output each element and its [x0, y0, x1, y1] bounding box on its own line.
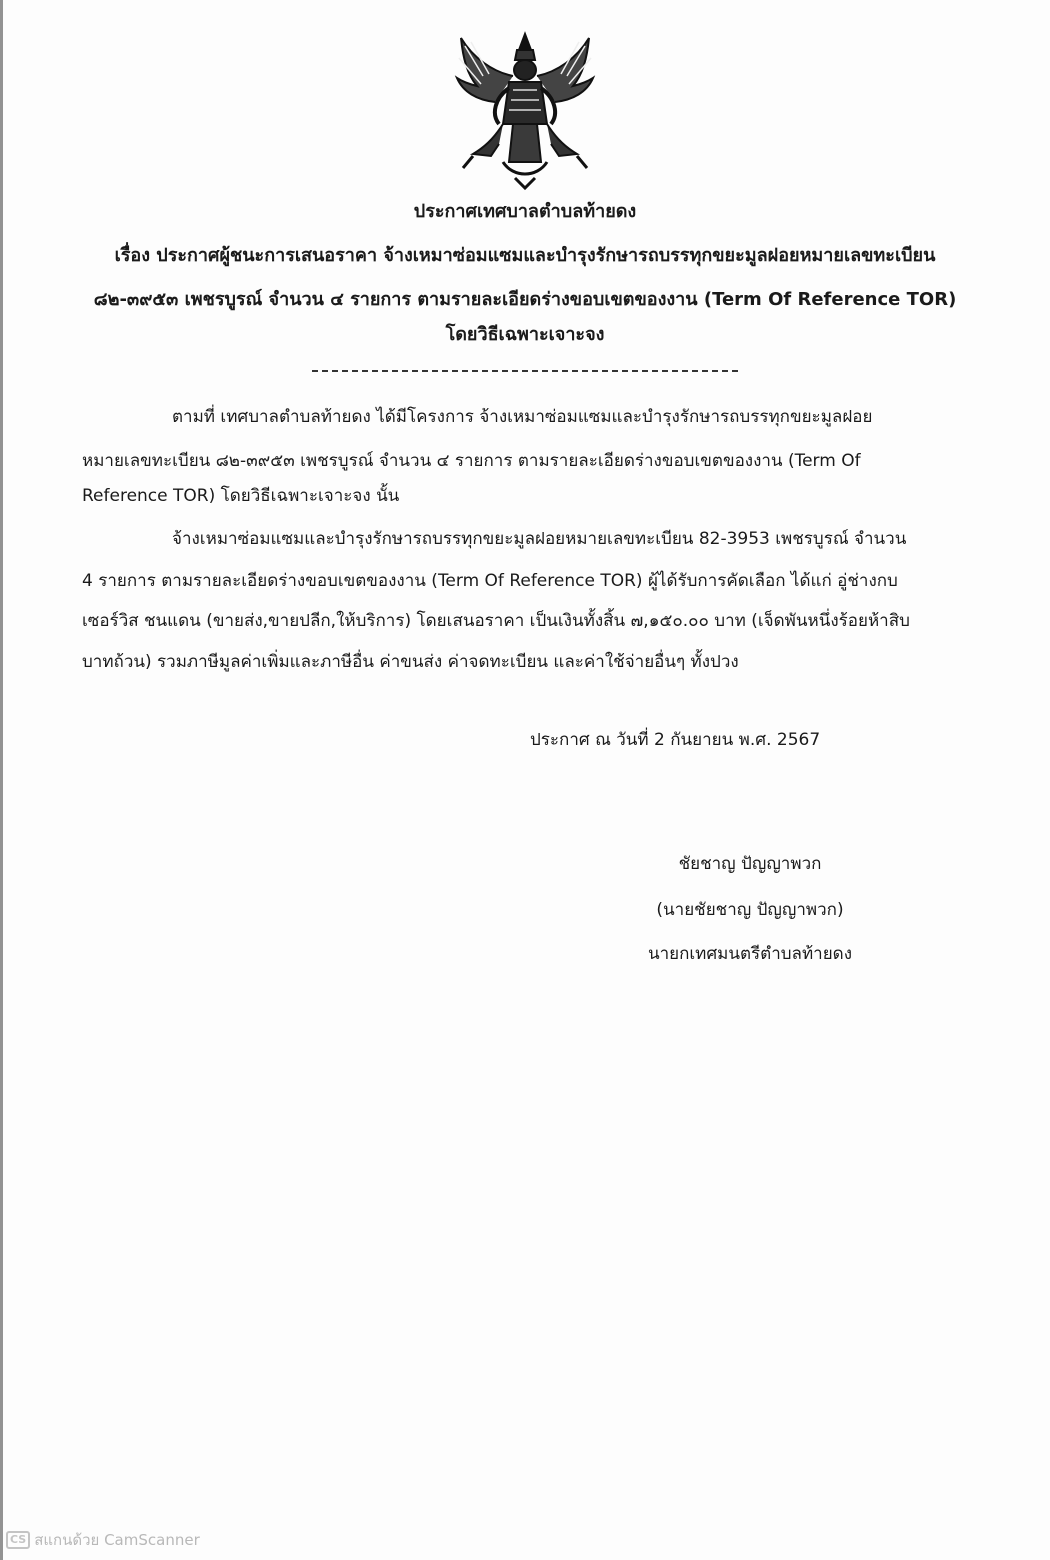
- camscanner-logo-icon: CS: [6, 1531, 30, 1549]
- subject-line-1: เรื่อง ประกาศผู้ชนะการเสนอราคา จ้างเหมาซ่อมแซมและบำรุงรักษารถบรรทุกขยะมูลฝอยหมายเลขทะเบียน: [114, 245, 936, 266]
- subject-line-2: ๘๒-๓๙๕๓ เพชรบูรณ์ จำนวน ๔ รายการ ตามรายละเอียดร่างขอบเขตของงาน (Term Of Reference TOR): [93, 289, 957, 310]
- paragraph-1-line-2: หมายเลขทะเบียน ๘๒-๓๙๕๓ เพชรบูรณ์ จำนวน ๔ รายการ ตามรายละเอียดร่างขอบเขตของงาน (Term Of: [82, 451, 861, 471]
- paragraph-2-line-1: จ้างเหมาซ่อมแซมและบำรุงรักษารถบรรทุกขยะมูลฝอยหมายเลขทะเบียน 82-3953 เพชรบูรณ์ จำนวน: [172, 529, 907, 549]
- signature-name: ชัยชาญ ปัญญาพวก: [678, 854, 822, 874]
- subject-line-3: โดยวิธีเฉพาะเจาะจง: [445, 324, 605, 345]
- divider-line: [312, 370, 738, 372]
- paragraph-2-line-4: บาทถ้วน) รวมภาษีมูลค่าเพิ่มและภาษีอื่น ค่าขนส่ง ค่าจดทะเบียน และค่าใช้จ่ายอื่นๆ ทั้งปวง: [82, 652, 739, 672]
- paragraph-1-line-3: Reference TOR) โดยวิธีเฉพาะเจาะจง นั้น: [82, 486, 400, 506]
- paragraph-2-line-3: เซอร์วิส ชนแดน (ขายส่ง,ขายปลีก,ให้บริการ) โดยเสนอราคา เป็นเงินทั้งสิ้น ๗,๑๕๐.๐๐ บาท (เจ็ดพันหนึ่งร้อยห้าสิบ: [82, 611, 910, 631]
- camscanner-footer: [6, 1528, 200, 1552]
- paragraph-1-line-1: ตามที่ เทศบาลตำบลท้ายดง ได้มีโครงการ จ้างเหมาซ่อมแซมและบำรุงรักษารถบรรทุกขยะมูลฝอย: [172, 407, 873, 427]
- announcement-date: ประกาศ ณ วันที่ 2 กันยายน พ.ศ. 2567: [530, 730, 821, 750]
- camscanner-text: สแกนด้วย CamScanner: [34, 1531, 200, 1549]
- document-title: ประกาศเทศบาลตำบลท้ายดง: [413, 201, 637, 222]
- garuda-emblem-icon: [443, 28, 607, 192]
- paragraph-2-line-2: 4 รายการ ตามรายละเอียดร่างขอบเขตของงาน (Term Of Reference TOR) ผู้ได้รับการคัดเลือก ได้แก่ อู่ช่างกบ: [82, 571, 898, 591]
- scan-edge: [0, 0, 3, 1560]
- signature-fullname: (นายชัยชาญ ปัญญาพวก): [656, 900, 844, 920]
- signature-position: นายกเทศมนตรีตำบลท้ายดง: [647, 944, 853, 964]
